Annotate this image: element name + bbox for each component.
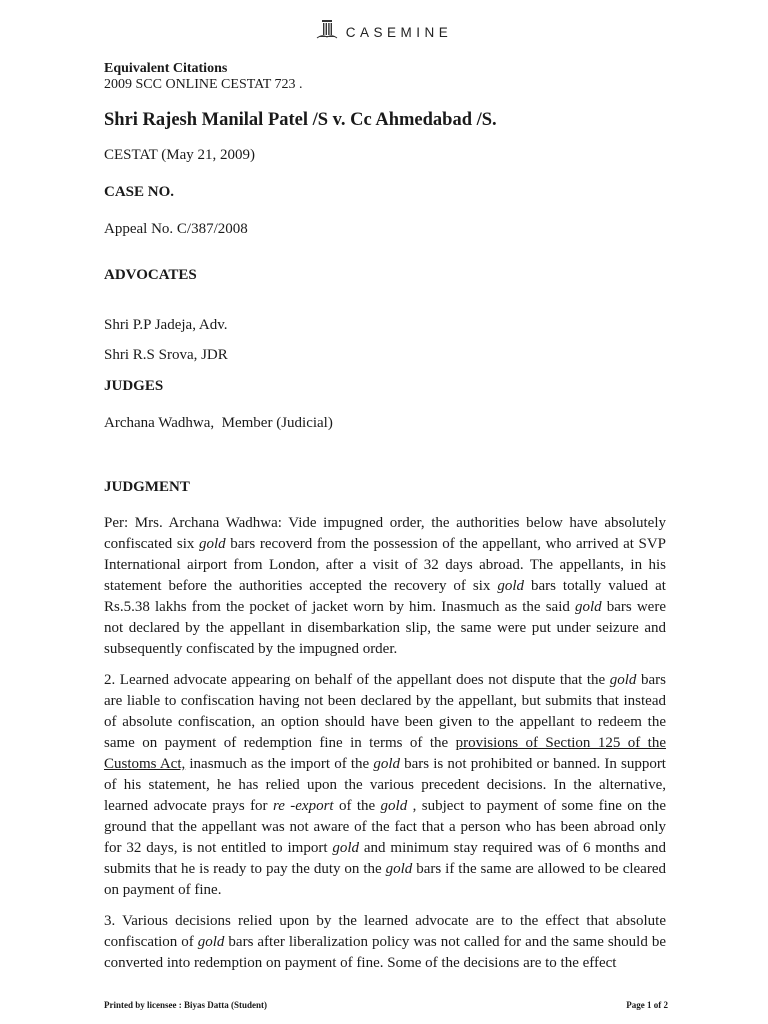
- italic-term: gold: [198, 536, 226, 552]
- judges-heading: JUDGES: [104, 378, 164, 394]
- judgment-heading: JUDGMENT: [104, 479, 190, 495]
- italic-term: gold: [373, 756, 400, 772]
- judgment-paragraph-1: [104, 513, 666, 660]
- paragraph-text: Per: Mrs. Archana Wadhwa: Vide impugned order, the authorities below have absolutely confiscated six: [104, 515, 666, 552]
- paragraph-text: bars if the same are allowed to be cleared on payment of fine.: [104, 861, 666, 898]
- paragraph-text: bars recoverd from the possession of the appellant, who arrived at SVP International airport from London, after a visit of 32 days abroad. The appellants, in his statement before the authorities accepted the recovery of six: [104, 536, 666, 594]
- footer-printed-by: Printed by licensee : Biyas Datta (Student): [104, 1000, 267, 1010]
- case-title: Shri Rajesh Manilal Patel /S v. Cc Ahmedabad /S.: [104, 110, 497, 130]
- italic-term: gold: [197, 934, 225, 950]
- judge-item: Archana Wadhwa, Member (Judicial): [104, 415, 333, 431]
- judgment-paragraph-3: [104, 911, 666, 974]
- paragraph-text: and minimum stay required was of 6 months and submits that he is ready to pay the duty on the: [104, 840, 666, 877]
- paragraph-text: bars after liberalization policy was not called for and the same should be converted into redemption on payment of fine. Some of the decisions are to the effect: [104, 934, 666, 971]
- judgment-paragraph-2: [104, 670, 666, 901]
- paragraph-text: bars are liable to confiscation having not been declared by the appellant, but submits that instead of absolute confiscation, an option should have been given to the appellant to redeem the same on payment of redemption fine in terms of the: [104, 672, 666, 751]
- paragraph-text: inasmuch as the import of the: [185, 756, 374, 772]
- header-logo: [0, 20, 768, 44]
- brand-name: CASEMINE: [345, 24, 453, 40]
- advocate-item: Shri R.S Srova, JDR: [104, 347, 228, 363]
- paragraph-text: , subject to payment of some fine on the ground that the appellant was not aware of the fact that a person who has been abroad only for 32 days, is not entitled to import: [104, 798, 666, 856]
- italic-term: gold: [609, 672, 637, 688]
- italic-term: gold: [332, 840, 360, 856]
- citations-value: 2009 SCC ONLINE CESTAT 723 .: [104, 77, 303, 92]
- case-no-heading: CASE NO.: [104, 184, 175, 200]
- paragraph-text: bars is not prohibited or banned. In support of his statement, he has relied upon the various precedent decisions. In the alternative, learned advocate prays for: [104, 756, 666, 814]
- paragraph-text: bars totally valued at Rs.5.38 lakhs from the pocket of jacket worn by him. Inasmuch as the said: [104, 578, 666, 615]
- italic-term: gold: [574, 599, 602, 615]
- advocates-heading: ADVOCATES: [104, 267, 197, 283]
- citations-heading: Equivalent Citations: [104, 61, 228, 76]
- paragraph-text: bars were not declared by the appellant in disembarkation slip, the same were put under seizure and subsequently confiscated by the impugned order.: [104, 599, 666, 657]
- paragraph-text: 3. Various decisions relied upon by the learned advocate are to the effect that absolute confiscation of: [104, 913, 666, 950]
- pillar-building-icon: [316, 19, 338, 46]
- italic-term: gold: [380, 798, 408, 814]
- advocate-item: Shri P.P Jadeja, Adv.: [104, 317, 228, 333]
- footer-page-number: Page 1 of 2: [626, 1000, 668, 1010]
- case-no-value: Appeal No. C/387/2008: [104, 221, 248, 237]
- paragraph-text: 2. Learned advocate appearing on behalf of the appellant does not dispute that the: [104, 672, 610, 688]
- paragraph-text: of the: [333, 798, 381, 814]
- italic-term: gold: [385, 861, 413, 877]
- statute-link[interactable]: provisions of Section 125 of the Customs Act,: [104, 735, 666, 772]
- italic-term: re -export: [272, 798, 334, 814]
- italic-term: gold: [497, 578, 524, 594]
- court-date: CESTAT (May 21, 2009): [104, 147, 256, 163]
